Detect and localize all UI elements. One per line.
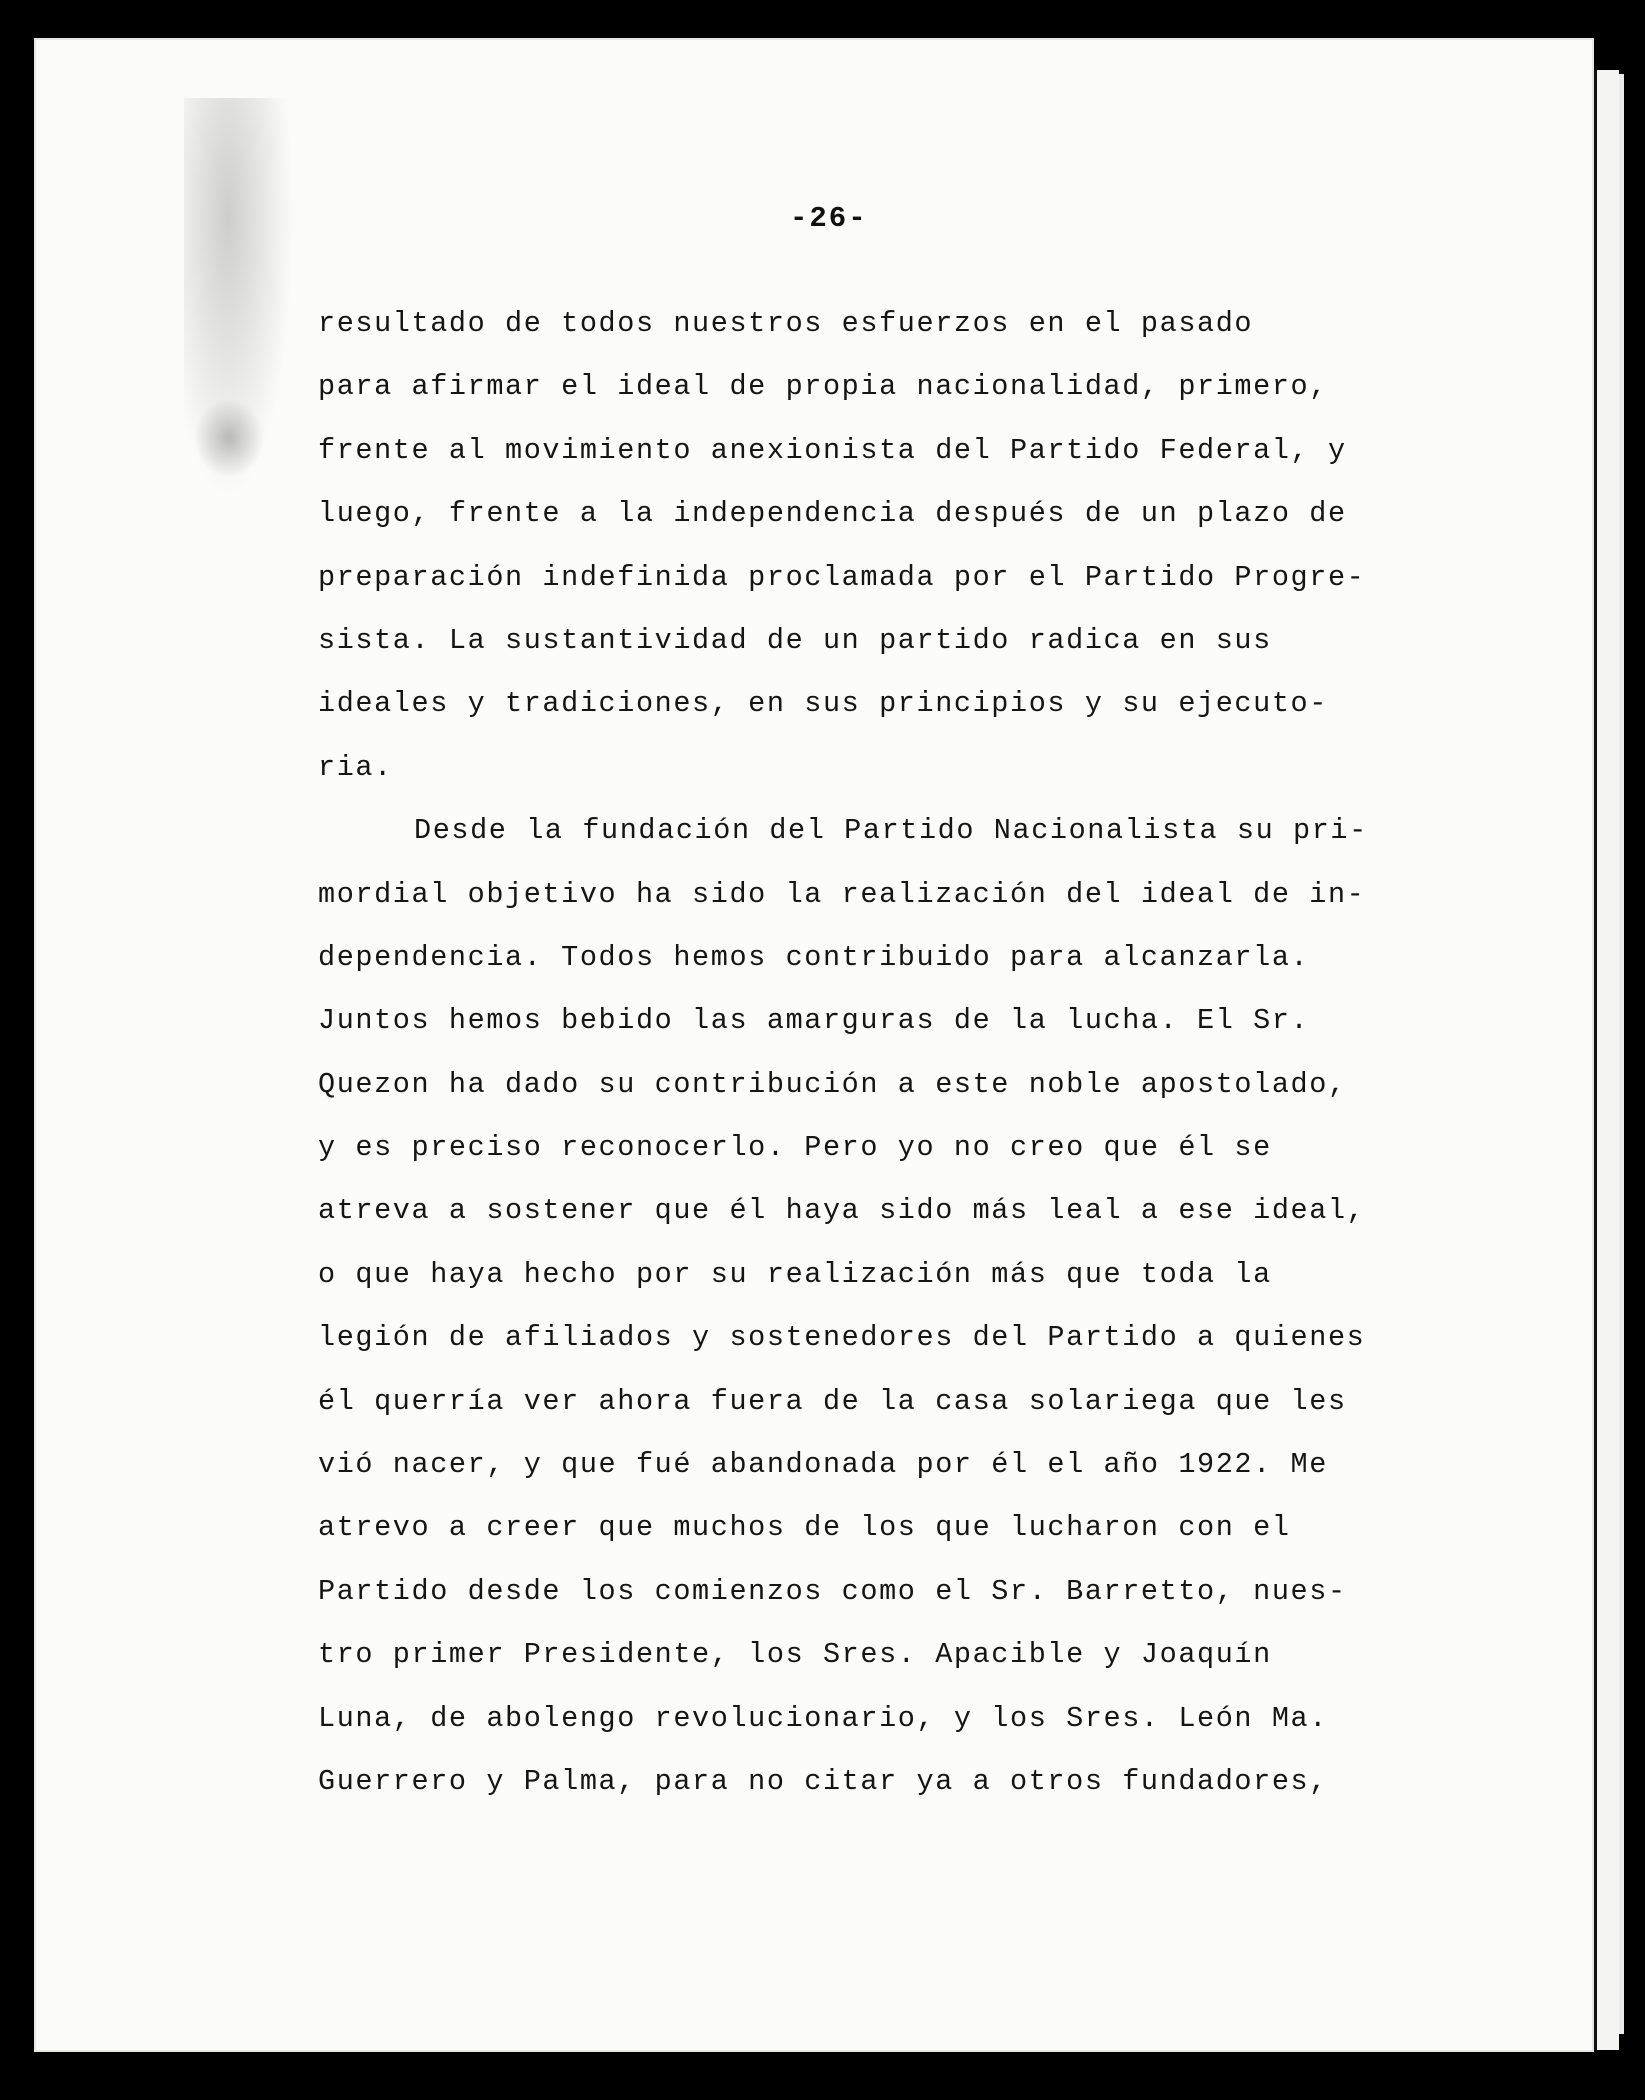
text-line: resultado de todos nuestros esfuerzos en el pasado bbox=[318, 307, 1254, 340]
text-line: Guerrero y Palma, para no citar ya a otros fundadores, bbox=[318, 1764, 1328, 1798]
text-line: Juntos hemos bebido las amarguras de la lucha. El Sr. bbox=[318, 1004, 1310, 1038]
text-line: dependencia. Todos hemos contribuido para alcanzarla. bbox=[318, 940, 1310, 974]
body-text bbox=[318, 292, 1408, 1813]
text-line: y es preciso reconocerlo. Pero yo no creo que él se bbox=[318, 1131, 1272, 1165]
text-line: mordial objetivo ha sido la realización del ideal de in- bbox=[318, 877, 1366, 911]
text-line: para afirmar el ideal de propia nacionalidad, primero, bbox=[318, 370, 1328, 404]
text-line: preparación indefinida proclamada por el Partido Progre- bbox=[318, 560, 1366, 594]
text-line: tro primer Presidente, los Sres. Apacible y Joaquín bbox=[318, 1638, 1272, 1672]
text-line: Desde la fundación del Partido Nacionalista su pri- bbox=[414, 814, 1368, 848]
text-line: Partido desde los comienzos como el Sr. Barretto, nues- bbox=[318, 1574, 1347, 1608]
text-line: él querría ver ahora fuera de la casa solariega que les bbox=[318, 1384, 1347, 1418]
margin-smudge bbox=[194, 398, 264, 478]
text-line: ideales y tradiciones, en sus principios y su ejecuto- bbox=[318, 687, 1328, 721]
text-line: sista. La sustantividad de un partido radica en sus bbox=[318, 623, 1272, 657]
text-line: atreva a sostener que él haya sido más leal a ese ideal, bbox=[318, 1194, 1366, 1228]
text-line: atrevo a creer que muchos de los que lucharon con el bbox=[318, 1511, 1291, 1545]
text-line: Luna, de abolengo revolucionario, y los Sres. León Ma. bbox=[318, 1701, 1328, 1735]
underlying-sheet bbox=[1594, 70, 1619, 2050]
text-line: frente al movimiento anexionista del Partido Federal, y bbox=[318, 433, 1347, 467]
text-line: luego, frente a la independencia después de un plazo de bbox=[318, 497, 1347, 531]
page-number: -26- bbox=[790, 202, 868, 235]
text-line: o que haya hecho por su realización más que toda la bbox=[318, 1257, 1272, 1291]
text-line: ria. bbox=[318, 750, 393, 784]
text-line: vió nacer, y que fué abandonada por él el año 1922. Me bbox=[318, 1448, 1328, 1482]
text-line: Quezon ha dado su contribución a este noble apostolado, bbox=[318, 1067, 1347, 1101]
text-line: legión de afiliados y sostenedores del Partido a quienes bbox=[318, 1321, 1366, 1355]
